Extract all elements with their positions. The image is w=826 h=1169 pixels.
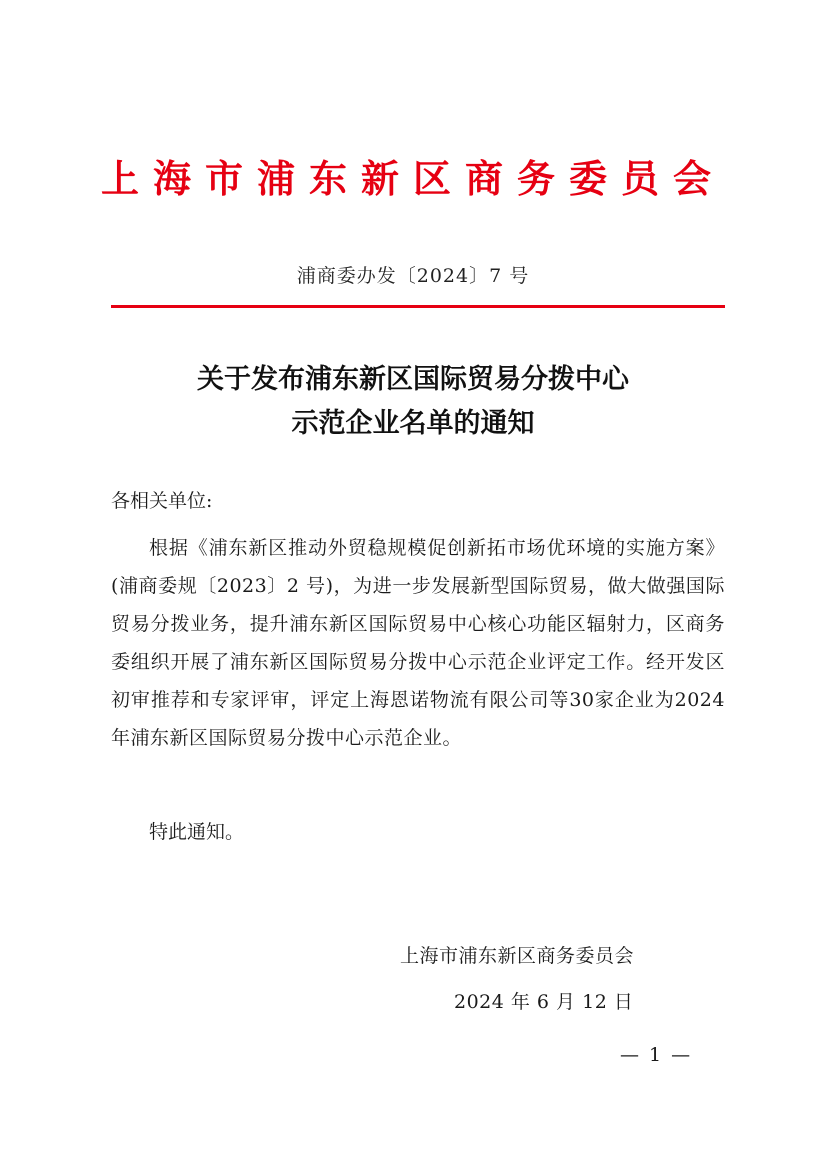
closing-remark: 特此通知。	[149, 821, 245, 843]
salutation: 各相关单位:	[111, 490, 213, 512]
page-number: — 1 —	[620, 1044, 693, 1066]
document-title	[0, 358, 826, 446]
red-separator-line	[111, 305, 725, 308]
title-line-2: 示范企业名单的通知	[291, 408, 535, 439]
signature-date: 2024 年 6 月 12 日	[454, 991, 634, 1013]
signature-organization: 上海市浦东新区商务委员会	[400, 945, 635, 967]
body-paragraph: 根据《浦东新区推动外贸稳规模促创新拓市场优环境的实施方案》(浦商委规〔2023〕2 号)，为进一步发展新型国际贸易，做大做强国际贸易分拨业务，提升浦东新区国际贸易中心核心功能区辐射力，区商务委组织开展了浦东新区国际贸易分拨中心示范企业评定工作。经开发区初审推荐和专家评审，评定上海恩诺物流有限公司等30家企业为2024年浦东新区国际贸易分拨中心示范企业。	[111, 537, 725, 749]
document-number: 浦商委办发〔2024〕7 号	[296, 265, 530, 287]
issuing-organization-header: 上海市浦东新区商务委员会	[100, 156, 725, 201]
title-line-1: 关于发布浦东新区国际贸易分拨中心	[197, 364, 629, 395]
